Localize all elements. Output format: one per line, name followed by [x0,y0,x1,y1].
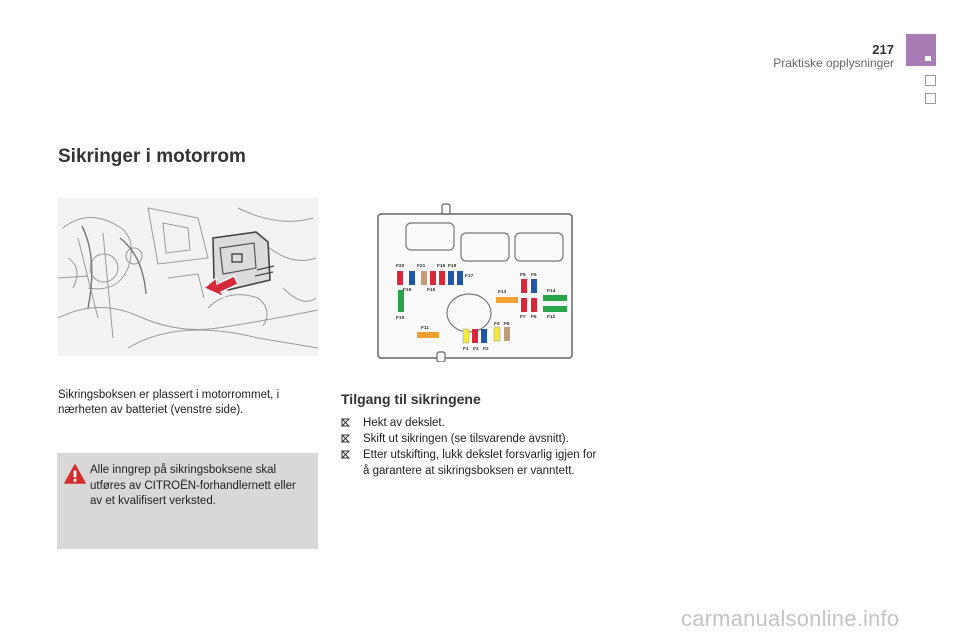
step-text: Hekt av dekslet. [363,417,445,429]
fuse-label: F4 [494,322,500,327]
fuse-f7 [521,298,527,312]
fuse-label: F15 [427,288,436,293]
fuse-f3 [472,329,478,343]
fuse-label: F8 [504,322,510,327]
fuse-label: F5 [531,273,537,278]
fuse-label: F3 [473,347,479,352]
fuse-f16 [430,271,436,285]
fuse-label: F12 [547,315,556,320]
fuse-f2 [481,329,487,343]
page-number: 217 [872,42,894,57]
step-bullet-icon [341,418,350,427]
fuse-f9 [521,279,527,293]
section-tab [925,93,936,104]
fuse-f13 [496,297,518,303]
fuse-label: F18 [448,264,457,269]
fuse-label: F14 [547,289,556,294]
fuse-label: F9 [520,273,526,278]
warning-box [57,453,318,549]
fuse-label: F21 [417,264,426,269]
fuse-f10 [398,290,404,312]
fuse-f4 [494,327,500,341]
fuse-f8 [504,327,510,341]
page-title: Sikringer i motorrom [58,146,246,167]
step-bullet-icon [341,434,350,443]
fuse-label: F11 [421,326,430,331]
fuse-label: F19 [403,288,412,293]
fuse-f1 [463,329,469,343]
exclamation-icon [64,464,86,484]
tab-marker [925,56,931,61]
fuse-f6 [531,298,537,312]
list-item [341,415,601,431]
engine-photo [58,198,318,356]
list-item [341,447,601,479]
fuse-label: F20 [396,264,405,269]
warning-text: Alle inngrep på sikringsboksene skal utføres av CITROËN-forhandlernett eller av et kvalifisert verksted. [90,464,296,507]
fuse-label: F1 [463,347,469,352]
step-text: Skift ut sikringen (se tilsvarende avsnitt). [363,433,569,445]
section-tab-active [906,34,936,66]
fuse-label: F7 [520,315,526,320]
access-heading: Tilgang til sikringene [341,391,481,407]
fuse-f14 [543,295,567,301]
fuse-label: F10 [396,316,405,321]
fuse-f11 [417,332,439,338]
fuse-label: F16 [437,264,446,269]
fuse-f17b [457,271,463,285]
section-name: Praktiske opplysninger [773,56,894,70]
fuse-label: F6 [531,315,537,320]
fuse-label: F2 [483,347,489,352]
fuse-f5 [531,279,537,293]
fuse-box-diagram [374,196,576,362]
fuse-f21 [409,271,415,285]
fuse-f12 [543,306,567,312]
fuse-label: F17 [465,274,474,279]
engine-illustration [58,198,318,356]
fuse-f18 [439,271,445,285]
fuse-f17a [448,271,454,285]
fuse-f20 [397,271,403,285]
watermark: carmanualsonline.info [681,606,900,631]
section-tab [925,75,936,86]
list-item [341,431,601,447]
fuse-f-tan [421,271,427,285]
fuse-label: F13 [498,290,507,295]
step-bullet-icon [341,450,350,459]
step-text: Etter utskifting, lukk dekslet forsvarlig igjen for å garantere at sikringsboksen er vanntett. [363,449,597,477]
access-steps [341,415,601,479]
location-text: Sikringsboksen er plassert i motorrommet, i nærheten av batteriet (venstre side). [58,389,280,416]
